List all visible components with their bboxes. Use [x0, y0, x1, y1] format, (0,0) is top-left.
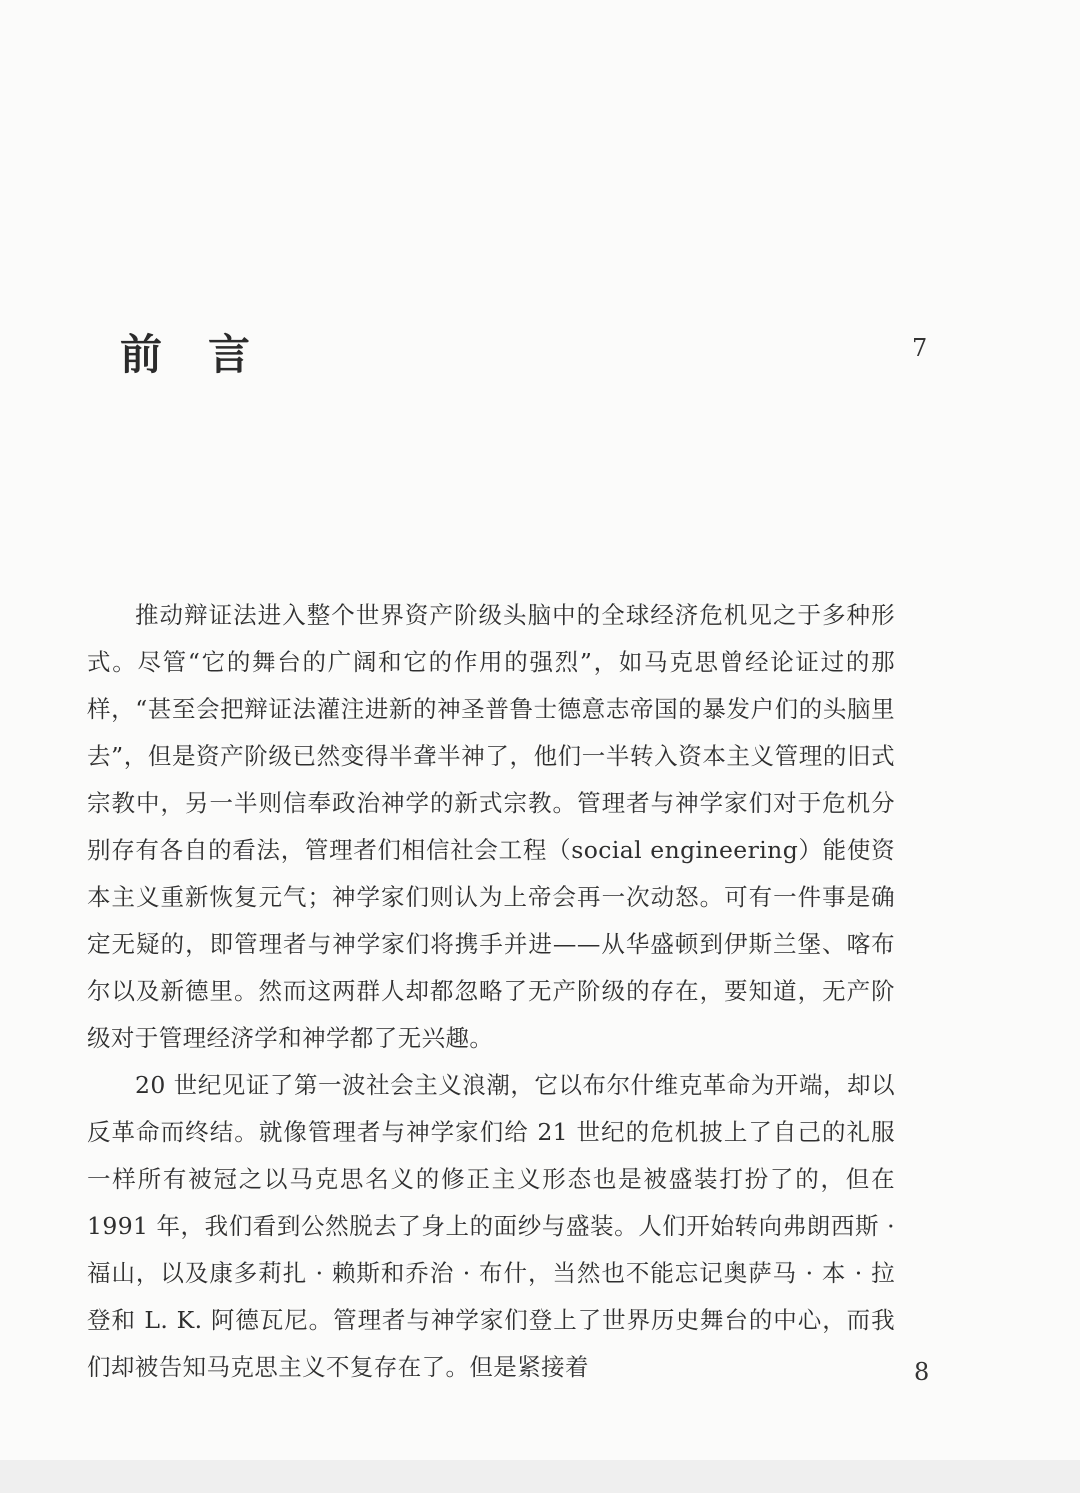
margin-page-number-bottom: 8 [914, 1358, 930, 1386]
body-text [87, 592, 895, 1391]
paragraph: 20 世纪见证了第一波社会主义浪潮，它以布尔什维克革命为开端，却以反革命而终结。就像管理者与神学家们给 21 世纪的危机披上了自己的礼服一样所有被冠之以马克思名义的修正主义形态也是被盛装打扮了的，但在 1991 年，我们看到公然脱去了身上的面纱与盛装。人们开始转向弗朗西斯 · 福山，以及康多莉扎 · 赖斯和乔治 · 布什，当然也不能忘记奥萨马 · 本 · 拉登和 L. K. 阿德瓦尼。管理者与神学家们登上了世界历史舞台的中心，而我们却被告知马克思主义不复存在了。但是紧接着 [87, 1071, 895, 1381]
page-bottom-edge [0, 1460, 1080, 1493]
margin-page-number-top: 7 [912, 334, 928, 362]
chapter-title: 前言 [120, 330, 297, 379]
paragraph: 推动辩证法进入整个世界资产阶级头脑中的全球经济危机见之于多种形式。尽管“它的舞台的广阔和它的作用的强烈”，如马克思曾经论证过的那样，“甚至会把辩证法灌注进新的神圣普鲁士德意志帝国的暴发户们的头脑里去”，但是资产阶级已然变得半聋半神了，他们一半转入资本主义管理的旧式宗教中，另一半则信奉政治神学的新式宗教。管理者与神学家们对于危机分别存有各自的看法，管理者们相信社会工程（social engineering）能使资本主义重新恢复元气；神学家们则认为上帝会再一次动怒。可有一件事是确定无疑的，即管理者与神学家们将携手并进——从华盛顿到伊斯兰堡、喀布尔以及新德里。然而这两群人却都忽略了无产阶级的存在，要知道，无产阶级对于管理经济学和神学都了无兴趣。 [87, 601, 895, 1052]
